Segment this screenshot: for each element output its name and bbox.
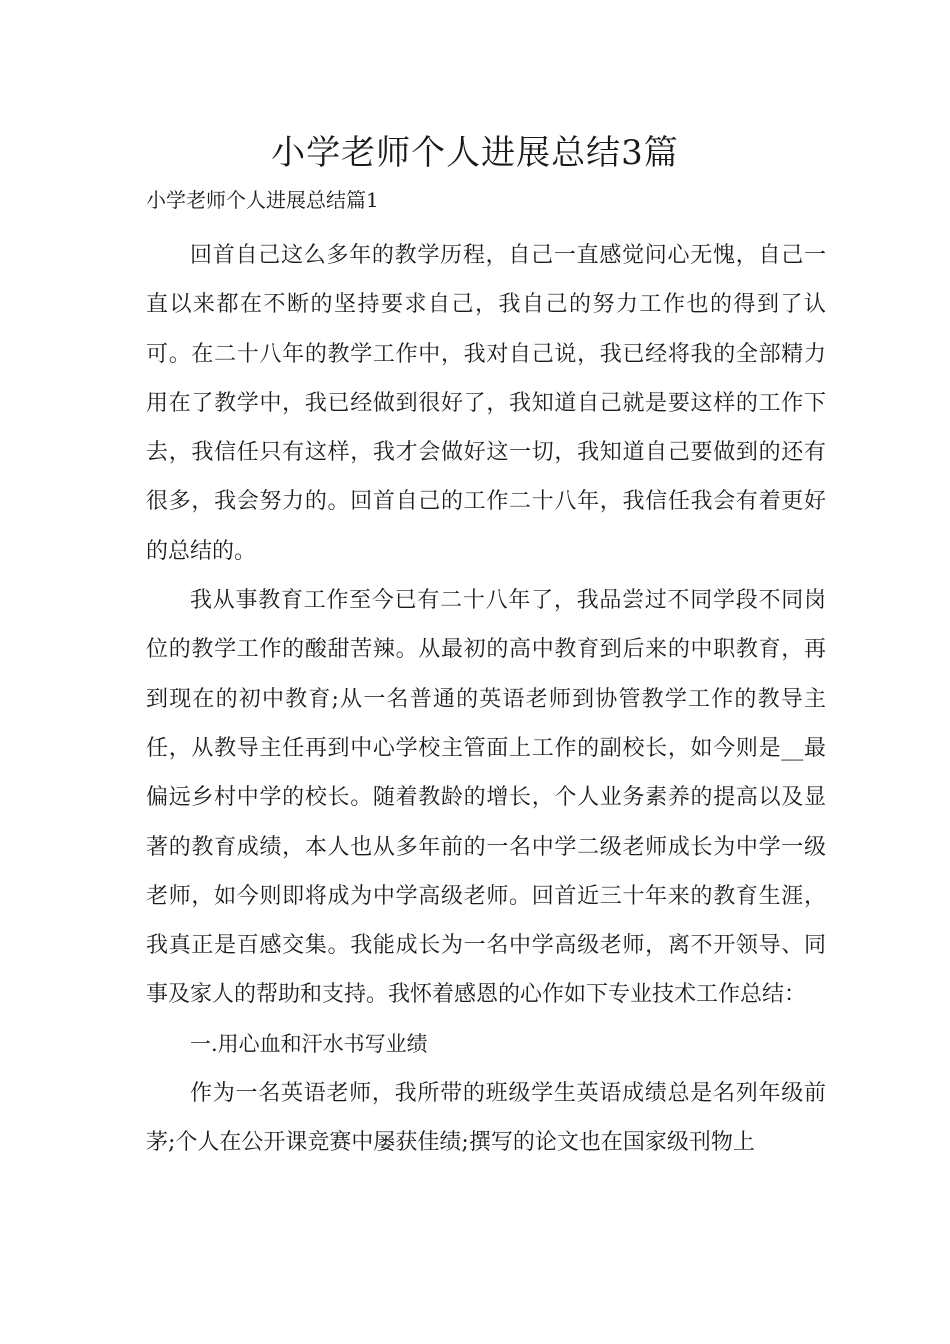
paragraph-2: 我从事教育工作至今已有二十八年了，我品尝过不同学段不同岗位的教学工作的酸甜苦辣。从最初的高中教育到后来的中职教育，再到现在的初中教育;从一名普通的英语老师到协管教学工作的教导主任，从教导主任再到中心学校主管面上工作的副校长，如今则是__最偏远乡村中学的校长。随着教龄的增长，个人业务素养的提高以及显著的教育成绩，本人也从多年前的一名中学二级老师成长为中学一级老师，如今则即将成为中学高级老师。回首近三十年来的教育生涯，我真正是百感交集。我能成长为一名中学高级老师，离不开领导、同事及家人的帮助和支持。我怀着感恩的心作如下专业技术工作总结： xyxy=(146,588,826,1008)
sub-heading: 一.用心血和汗水书写业绩 xyxy=(190,1031,428,1056)
document-title: 小学老师个人进展总结3篇 xyxy=(271,133,679,173)
paragraph-1: 回首自己这么多年的教学历程，自己一直感觉问心无愧，自己一直以来都在不断的坚持要求自己，我自己的努力工作也的得到了认可。在二十八年的教学工作中，我对自己说，我已经将我的全部精力用在了教学中，我已经做到很好了，我知道自己就是要这样的工作下去，我信任只有这样，我才会做好这一切，我知道自己要做到的还有很多，我会努力的。回首自己的工作二十八年，我信任我会有着更好的总结的。 xyxy=(146,243,826,564)
section-heading: 小学老师个人进展总结篇1 xyxy=(146,188,379,212)
paragraph-3: 作为一名英语老师，我所带的班级学生英语成绩总是名列年级前茅;个人在公开课竞赛中屡获佳绩;撰写的论文也在国家级刊物上 xyxy=(146,1081,826,1156)
document-body xyxy=(146,231,826,1168)
